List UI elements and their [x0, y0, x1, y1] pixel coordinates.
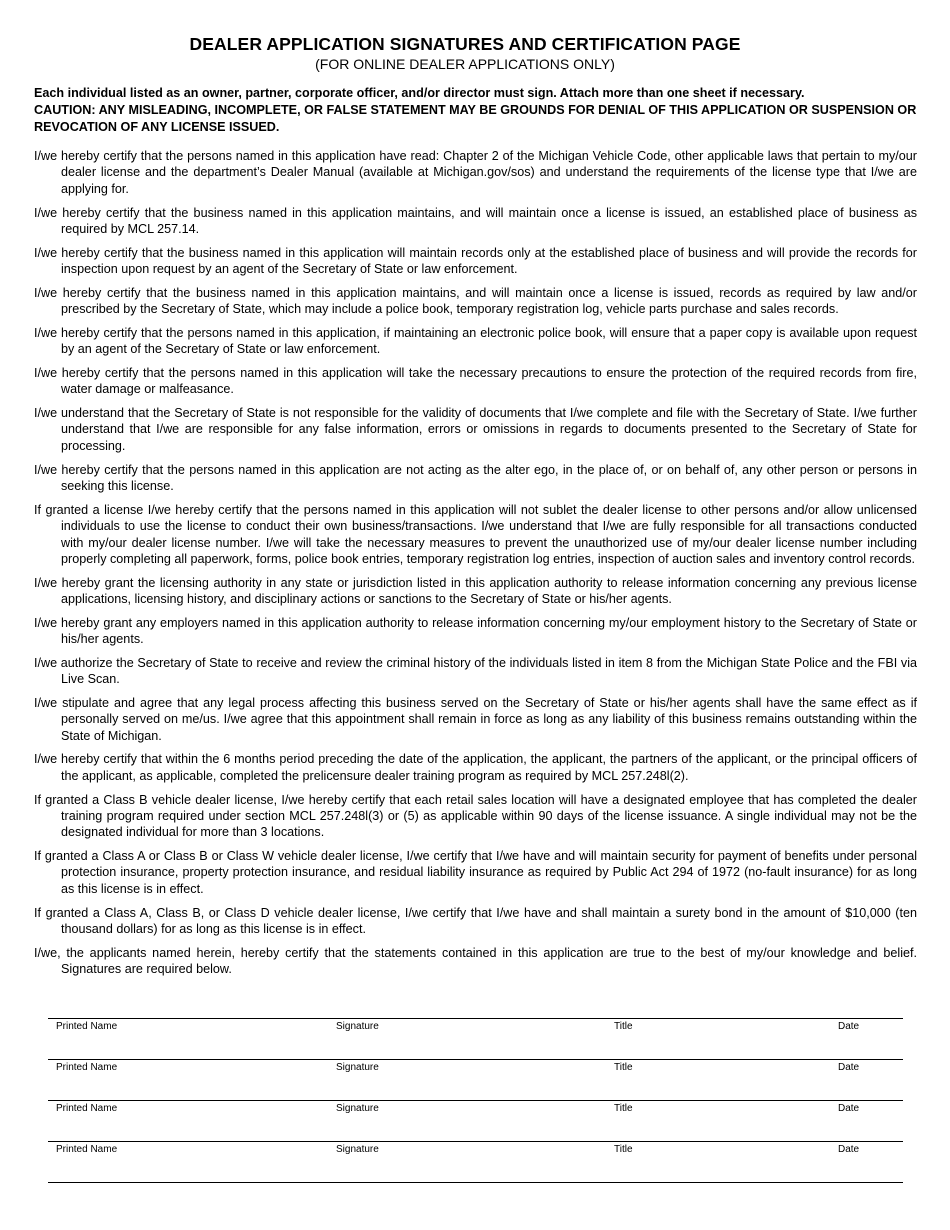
- signature-row[interactable]: [48, 1018, 903, 1059]
- signature-label: Signature: [336, 1062, 379, 1073]
- caution-statement: CAUTION: ANY MISLEADING, INCOMPLETE, OR FALSE STATEMENT MAY BE GROUNDS FOR DENIAL OF THIS APPLICATION OR SUSPENSION OR REVOCATION OF ANY LICENSE ISSUED.: [34, 103, 917, 134]
- signing-instruction: Each individual listed as an owner, partner, corporate officer, and/or director must sign. Attach more than one sheet if necessary.: [34, 86, 805, 100]
- signature-label: Signature: [336, 1144, 379, 1155]
- signature-row[interactable]: [48, 1100, 903, 1141]
- certification-item: I/we hereby certify that the business named in this application maintains, and will maintain once a license is issued, an established place of business as required by MCL 257.14.: [34, 205, 917, 236]
- signature-row[interactable]: [48, 1059, 903, 1100]
- title-label: Title: [614, 1062, 633, 1073]
- date-label: Date: [838, 1021, 860, 1032]
- date-label: Date: [838, 1103, 860, 1114]
- certification-item: I/we hereby certify that the persons named in this application are not acting as the alter ego, in the place of, or on behalf of, any other person or persons in seeking this license.: [34, 462, 917, 493]
- page-subtitle: (FOR ONLINE DEALER APPLICATIONS ONLY): [315, 56, 615, 72]
- certification-item: I/we hereby certify that the persons named in this application, if maintaining an electronic police book, will ensure that a paper copy is available upon request by an agent of the Secretary of State or law enforcement.: [34, 325, 917, 357]
- signature-table: [48, 1018, 903, 1183]
- signature-label: Signature: [336, 1021, 379, 1032]
- certification-item: I/we, the applicants named herein, hereby certify that the statements contained in this application are true to the best of my/our knowledge and belief. Signatures are required below.: [34, 945, 917, 977]
- certification-item: If granted a Class B vehicle dealer license, I/we hereby certify that each retail sales location will have a designated employee that has completed the dealer training program required under section MCL 257.248l(3) or (5) as applicable within 90 days of the license issuance. A single individual may not be the designated individual for more than 3 locations.: [34, 792, 917, 840]
- printed-name-label: Printed Name: [56, 1103, 118, 1114]
- date-label: Date: [838, 1144, 860, 1155]
- certification-item: I/we hereby grant the licensing authority in any state or jurisdiction listed in this application authority to release information concerning any previous license applications, licensing history, and disciplinary actions or sanctions to the Secretary of State or his/her agents.: [34, 575, 917, 607]
- certification-item: If granted a Class A or Class B or Class W vehicle dealer license, I/we certify that I/we have and will maintain security for payment of benefits under personal protection insurance, property protection insurance, and residual liability insurance as required by Public Act 294 of 1972 (no-fault insurance) for as long as this license is in effect.: [34, 849, 917, 896]
- date-label: Date: [838, 1062, 860, 1073]
- signature-label: Signature: [336, 1103, 379, 1114]
- certification-item: I/we hereby certify that within the 6 months period preceding the date of the application, the applicant, the partners of the applicant, or the principal officers of the applicant, as applicable, completed the prelicensure dealer training program as required by MCL 257.248l(2).: [34, 752, 917, 783]
- printed-name-label: Printed Name: [56, 1062, 118, 1073]
- certification-item: If granted a license I/we hereby certify that the persons named in this application will not sublet the dealer license to other persons and/or allow unlicensed individuals to use the license to conduct their own business/transactions. I/we understand that I/we are fully responsible for all transactions conducted with my/our dealer license number. I/we will take the necessary measures to prevent the unauthorized use of my/our dealer license number including properly completing all paperwork, forms, police book entries, temporary registration log entries, inspection of auction sales and inventory control records.: [34, 502, 917, 566]
- title-label: Title: [614, 1144, 633, 1155]
- certification-item: I/we hereby certify that the business named in this application maintains, and will maintain once a license is issued, records as required by law and/or prescribed by the Secretary of State, which may include a police book, temporary registration log, vehicle parts purchase and sales records.: [34, 285, 917, 317]
- certification-item: I/we hereby certify that the persons named in this application have read: Chapter 2 of the Michigan Vehicle Code, other applicable laws that pertain to my/our dealer license and the department’s Dealer Manual (available at Michigan.gov/sos) and understand the requirements of the license type that I/we are applying for.: [34, 149, 917, 196]
- title-label: Title: [614, 1103, 633, 1114]
- printed-name-label: Printed Name: [56, 1021, 118, 1032]
- certification-item: I/we hereby certify that the persons named in this application will take the necessary precautions to ensure the protection of the required records from fire, water damage or malfeasance.: [34, 365, 917, 397]
- title-label: Title: [614, 1021, 633, 1032]
- page-title: DEALER APPLICATION SIGNATURES AND CERTIFICATION PAGE: [189, 34, 741, 54]
- instructions-block: [34, 85, 924, 136]
- certification-item: I/we stipulate and agree that any legal process affecting this business served on the Secretary of State or his/her agents shall have the same effect as if personally served on me/us. I/we agree that this appointment shall remain in force as long as any liability of this business remains outstanding within the State of Michigan.: [34, 695, 917, 743]
- certification-item: If granted a Class A, Class B, or Class D vehicle dealer license, I/we certify that I/we have and shall maintain a surety bond in the amount of $10,000 (ten thousand dollars) for as long as this license is in effect.: [34, 905, 917, 936]
- certification-item: I/we hereby certify that the business named in this application will maintain records only at the established place of business and will provide the records for inspection upon request by an agent of the Secretary of State or law enforcement.: [34, 245, 917, 277]
- printed-name-label: Printed Name: [56, 1144, 118, 1155]
- certification-item: I/we understand that the Secretary of State is not responsible for the validity of documents that I/we complete and file with the Secretary of State. I/we further understand that I/we are responsible for any false information, errors or omissions in regards to documents presented to the Secretary of State for processing.: [34, 406, 917, 453]
- certification-list: [34, 148, 917, 985]
- certification-item: I/we hereby grant any employers named in this application authority to release information concerning my/our employment history to the Secretary of State or his/her agents.: [34, 615, 917, 647]
- signature-row[interactable]: [48, 1141, 903, 1183]
- certification-item: I/we authorize the Secretary of State to receive and review the criminal history of the individuals listed in item 8 from the Michigan State Police and the FBI via Live Scan.: [34, 655, 917, 687]
